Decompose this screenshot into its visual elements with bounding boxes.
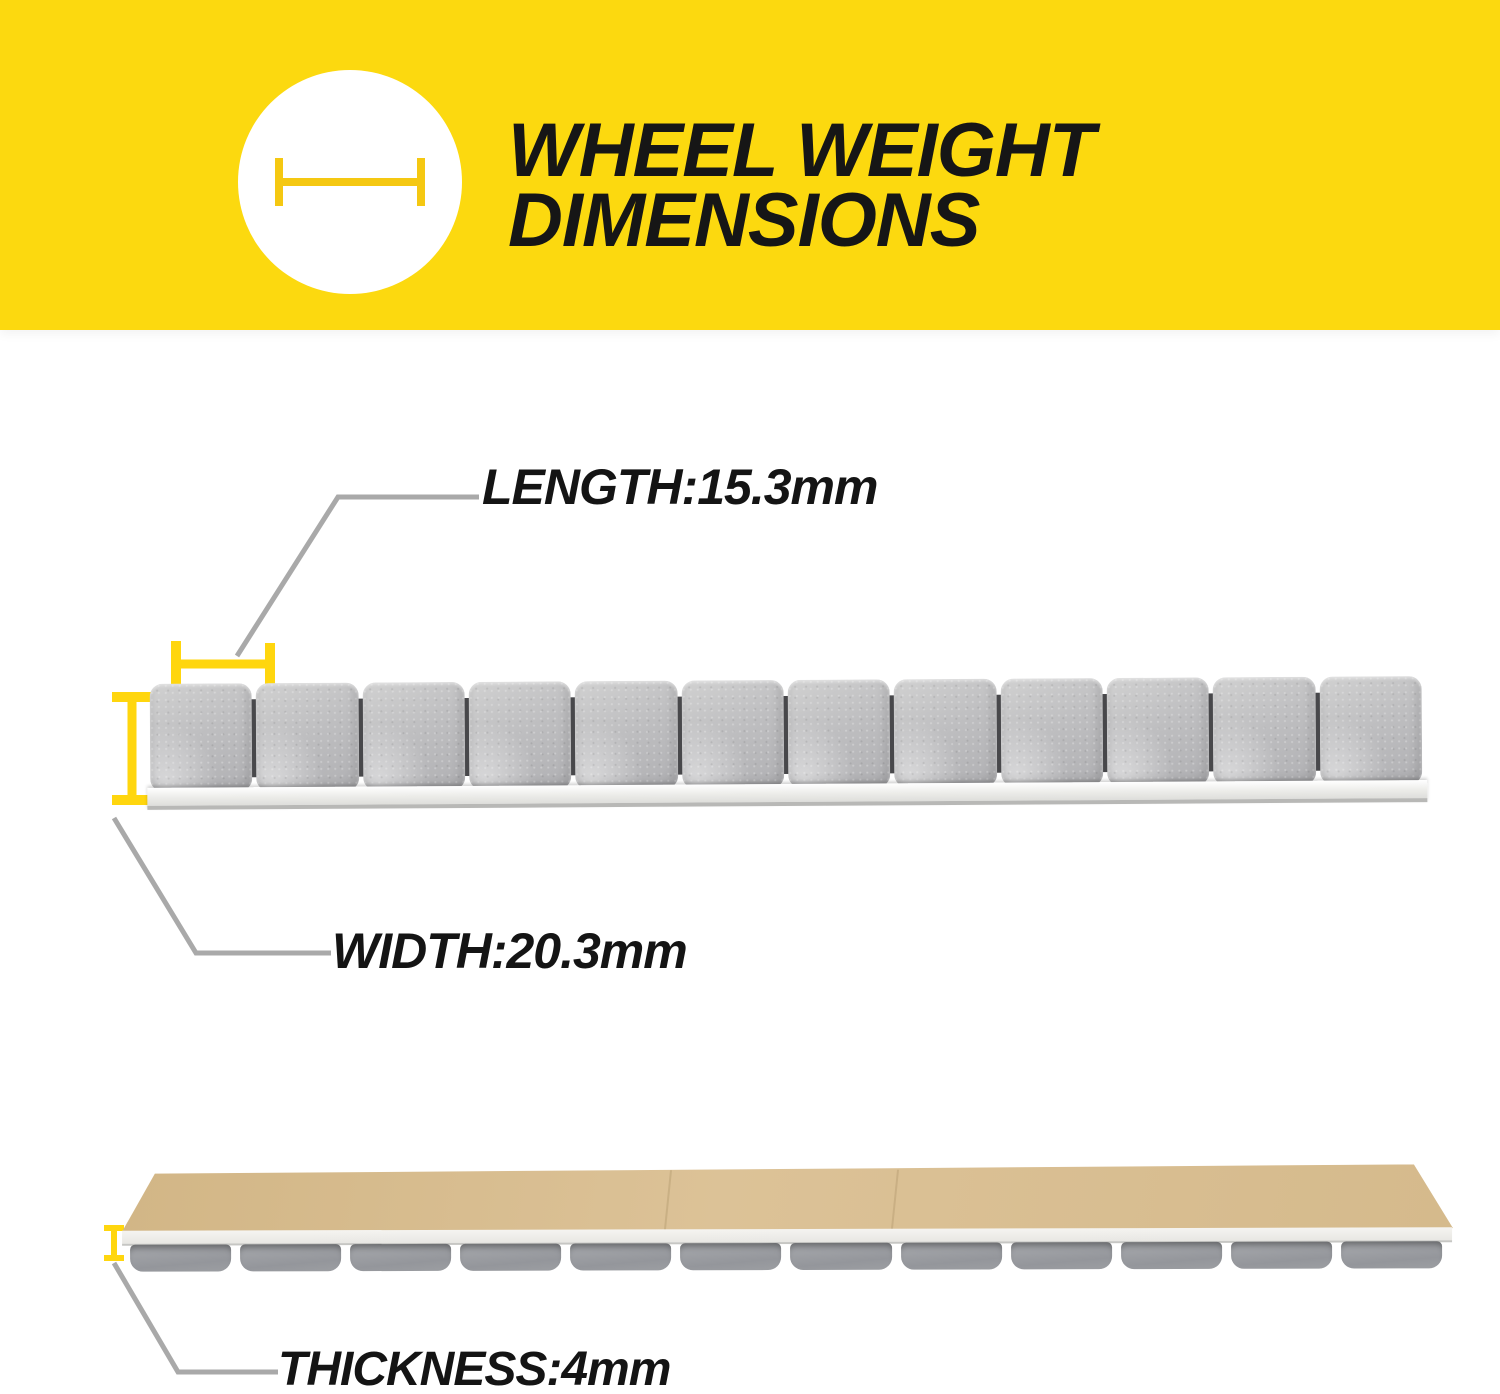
weight-segment (256, 683, 359, 792)
weight-segment-bottom (901, 1242, 1002, 1269)
thickness-leader-line (114, 1263, 278, 1372)
weight-segment-bottom (680, 1243, 781, 1270)
weight-segment (1319, 676, 1422, 785)
thickness-label: THICKNESS:4mm (278, 1343, 671, 1394)
page-title-line2: DIMENSIONS (508, 177, 980, 263)
weight-segment (894, 679, 997, 788)
weight-segment (575, 681, 678, 790)
measure-icon-right-cap (417, 158, 425, 206)
weight-segment-bottom (1121, 1242, 1222, 1269)
measure-icon-line (275, 178, 425, 186)
weight-segment-bottom (130, 1244, 231, 1271)
liner-seam (891, 1170, 899, 1230)
weight-segment (1000, 678, 1103, 787)
banner (0, 0, 1500, 330)
width-measure-icon (275, 158, 425, 206)
weight-segment-bottom (570, 1243, 671, 1270)
weight-segment-bottom (1011, 1242, 1112, 1269)
weight-segment (469, 681, 572, 790)
weight-segment-bottom (240, 1244, 341, 1271)
thickness-dimension-marker (104, 1226, 124, 1261)
liner-seam (664, 1170, 672, 1230)
width-label: WIDTH:20.3mm (332, 923, 687, 979)
weight-segment-row (150, 676, 1423, 792)
weight-strip-adhesive-view (122, 1164, 1453, 1273)
adhesive-liner (122, 1164, 1453, 1231)
weight-segment-bottom (1341, 1241, 1442, 1268)
width-leader-line (114, 818, 331, 953)
weight-segment (150, 683, 253, 792)
weight-strip-top-view (150, 676, 1423, 810)
weight-segment-bottom (791, 1243, 892, 1270)
length-label: LENGTH:15.3mm (482, 459, 878, 515)
weight-segment (1107, 677, 1210, 786)
length-leader-line (237, 497, 479, 656)
weight-segment-bottom (350, 1244, 451, 1271)
weight-segment-bottom (1231, 1242, 1332, 1269)
weight-segment-bottom (460, 1244, 561, 1271)
weight-segment (1213, 677, 1316, 786)
weight-segment (362, 682, 465, 791)
weight-segment-bottom-row (130, 1241, 1442, 1271)
weight-segment (681, 680, 784, 789)
weight-segment (788, 679, 891, 788)
page-title-line1: WHEEL WEIGHT (508, 108, 1095, 193)
measure-badge (238, 70, 462, 294)
page-title (508, 108, 1095, 263)
